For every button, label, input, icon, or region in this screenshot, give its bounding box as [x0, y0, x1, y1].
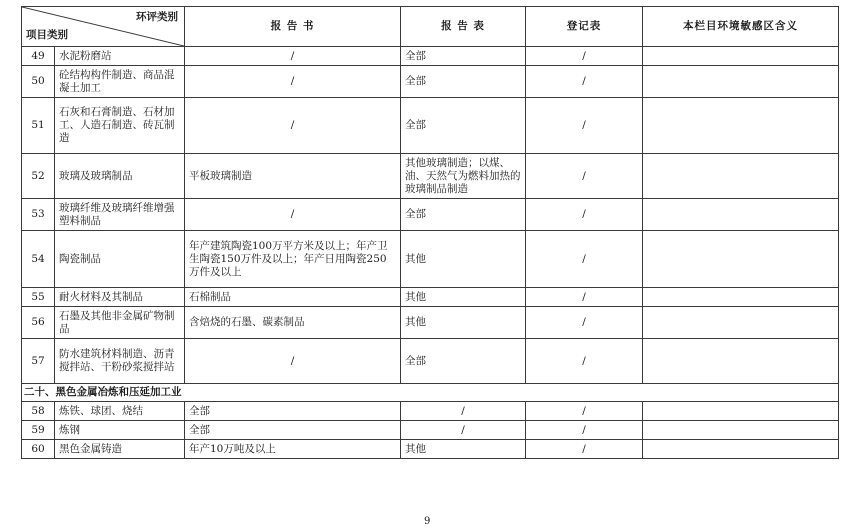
report-form-cell: 其他玻璃制造；以煤、油、天然气为燃料加热的玻璃制品制造 [401, 154, 526, 199]
row-number: 50 [22, 66, 55, 98]
sensitive-area-cell [643, 199, 839, 231]
report-form-cell: 其他 [401, 288, 526, 307]
report-book-cell: / [185, 199, 401, 231]
table-row [22, 199, 839, 231]
project-category: 炼钢 [55, 421, 185, 440]
report-form-cell: 其他 [401, 307, 526, 339]
report-form-cell: 其他 [401, 231, 526, 288]
sensitive-area-cell [643, 47, 839, 66]
report-book-cell: / [185, 339, 401, 384]
project-category: 耐火材料及其制品 [55, 288, 185, 307]
registration-cell: / [526, 66, 643, 98]
report-book-cell: 全部 [185, 421, 401, 440]
eia-classification-table [21, 6, 839, 459]
registration-cell: / [526, 154, 643, 199]
table-row [22, 231, 839, 288]
table-header-row [22, 7, 839, 47]
registration-cell: / [526, 402, 643, 421]
table-row [22, 339, 839, 384]
sensitive-area-cell [643, 440, 839, 459]
sensitive-area-cell [643, 66, 839, 98]
header-sensitive-area: 本栏目环境敏感区含义 [643, 7, 839, 47]
report-form-cell: / [401, 421, 526, 440]
project-category: 防水建筑材料制造、沥青搅拌站、干粉砂浆搅拌站 [55, 339, 185, 384]
registration-cell: / [526, 339, 643, 384]
row-number: 60 [22, 440, 55, 459]
report-form-cell: 全部 [401, 339, 526, 384]
project-category: 陶瓷制品 [55, 231, 185, 288]
section-title: 二十、黑色金属冶炼和压延加工业 [22, 384, 839, 402]
registration-cell: / [526, 199, 643, 231]
table-row [22, 288, 839, 307]
row-number: 58 [22, 402, 55, 421]
registration-cell: / [526, 440, 643, 459]
row-number: 59 [22, 421, 55, 440]
project-category: 玻璃及玻璃制品 [55, 154, 185, 199]
report-book-cell: / [185, 47, 401, 66]
row-number: 49 [22, 47, 55, 66]
table-row [22, 421, 839, 440]
registration-cell: / [526, 47, 643, 66]
table-row [22, 154, 839, 199]
table-row [22, 66, 839, 98]
row-number: 55 [22, 288, 55, 307]
project-category: 砼结构构件制造、商品混凝土加工 [55, 66, 185, 98]
sensitive-area-cell [643, 288, 839, 307]
row-number: 57 [22, 339, 55, 384]
report-form-cell: / [401, 402, 526, 421]
sensitive-area-cell [643, 154, 839, 199]
row-number: 53 [22, 199, 55, 231]
report-book-cell: 全部 [185, 402, 401, 421]
table-row [22, 98, 839, 154]
project-category: 石灰和石膏制造、石材加工、人造石制造、砖瓦制造 [55, 98, 185, 154]
table-row [22, 307, 839, 339]
sensitive-area-cell [643, 231, 839, 288]
sensitive-area-cell [643, 339, 839, 384]
header-report-book: 报 告 书 [185, 7, 401, 47]
header-registration: 登记表 [526, 7, 643, 47]
table-row [22, 402, 839, 421]
registration-cell: / [526, 231, 643, 288]
page-number: 9 [424, 516, 431, 527]
report-form-cell: 全部 [401, 199, 526, 231]
report-book-cell: 石棉制品 [185, 288, 401, 307]
table-row [22, 440, 839, 459]
project-category: 黑色金属铸造 [55, 440, 185, 459]
project-category: 玻璃纤维及玻璃纤维增强塑料制品 [55, 199, 185, 231]
project-category: 石墨及其他非金属矿物制品 [55, 307, 185, 339]
sensitive-area-cell [643, 402, 839, 421]
registration-cell: / [526, 421, 643, 440]
registration-cell: / [526, 307, 643, 339]
registration-cell: / [526, 98, 643, 154]
report-form-cell: 全部 [401, 47, 526, 66]
row-number: 52 [22, 154, 55, 199]
report-book-cell: 平板玻璃制造 [185, 154, 401, 199]
project-category: 水泥粉磨站 [55, 47, 185, 66]
report-book-cell: / [185, 98, 401, 154]
header-diagonal-cell [22, 7, 185, 47]
sensitive-area-cell [643, 307, 839, 339]
header-project-category: 项目类别 [26, 29, 68, 41]
sensitive-area-cell [643, 421, 839, 440]
header-eia-category: 环评类别 [136, 11, 178, 23]
report-book-cell: 含焙烧的石墨、碳素制品 [185, 307, 401, 339]
section-row [22, 384, 839, 402]
sensitive-area-cell [643, 98, 839, 154]
registration-cell: / [526, 288, 643, 307]
report-form-cell: 其他 [401, 440, 526, 459]
project-category: 炼铁、球团、烧结 [55, 402, 185, 421]
row-number: 54 [22, 231, 55, 288]
report-book-cell: / [185, 66, 401, 98]
report-form-cell: 全部 [401, 66, 526, 98]
row-number: 56 [22, 307, 55, 339]
report-form-cell: 全部 [401, 98, 526, 154]
table-row [22, 47, 839, 66]
header-report-form: 报 告 表 [401, 7, 526, 47]
row-number: 51 [22, 98, 55, 154]
report-book-cell: 年产建筑陶瓷100万平方米及以上；年产卫生陶瓷150万件及以上；年产日用陶瓷250万件及以上 [185, 231, 401, 288]
report-book-cell: 年产10万吨及以上 [185, 440, 401, 459]
